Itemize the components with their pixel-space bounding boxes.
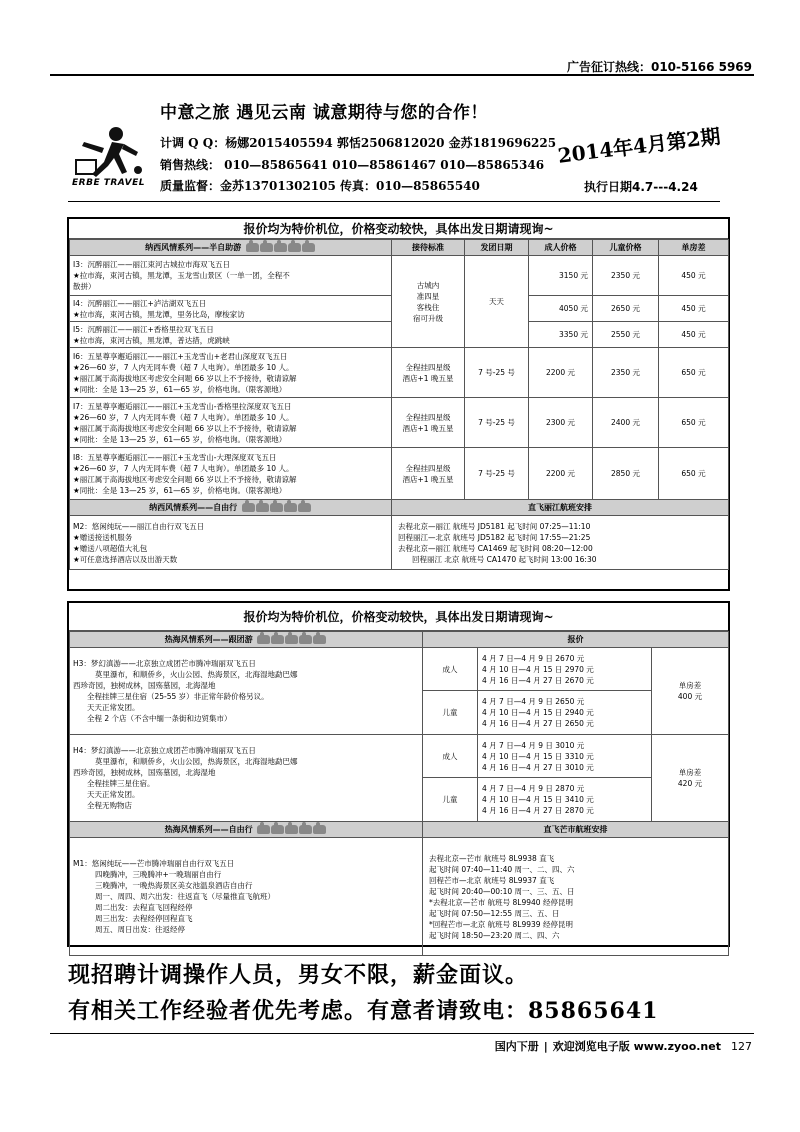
rehai-price-table [69, 631, 729, 956]
route-desc: I3：沉醉丽江——丽江束河古城拉市海双飞五日 ★拉市海，束河古镇，黑龙潭，玉龙雪山景区（一单一团，全程不 散拼） [70, 256, 392, 296]
child-price: 2400 元 [593, 398, 659, 448]
standard-cell: 全程挂四星级 酒店+1 晚五星 [392, 448, 465, 500]
standard-cell: 古城内 准四星 客栈住 宿可升级 [392, 256, 465, 348]
col-child: 儿童价格 [593, 240, 659, 256]
child-prices: 4 月 7 日—4 月 9 日 2870 元 4 月 10 日—4 月 15 日 3410 元 4 月 16 日—4 月 27 日 2870 元 [478, 778, 652, 822]
adult-price: 2300 元 [529, 398, 593, 448]
headline: 中意之旅 遇见云南 诚意期待与您的合作！ [160, 103, 488, 123]
route-desc: I7：五星尊享邂逅丽江——丽江+玉龙雪山-香格里拉深度双飞五日 ★26—60 岁，7 人内无同车费（超 7 人电询）。单团最多 10 人。 ★丽江属于高海拔地区考虑安全问题 66 岁以上不予接待，敬请谅解 ★同批：全是 13—25 岁，61—65 岁，价格电询。（限客源地） [70, 398, 392, 448]
route-desc: I5：沉醉丽江——丽江+香格里拉双飞五日 ★拉市海，束河古镇，黑龙潭，普达措，虎跳峡 [70, 322, 392, 348]
route-desc: I4：沉醉丽江——丽江+泸沽湖双飞五日 ★拉市海，束河古镇，黑龙潭，里务比岛，摩梭家访 [70, 296, 392, 322]
child-price: 2350 元 [593, 348, 659, 398]
depart-cell: 7 号-25 号 [465, 398, 529, 448]
depart-cell: 天天 [465, 256, 529, 348]
adult-price: 2200 元 [529, 348, 593, 398]
contact-sales: 销售热线： 010—85865641 010—85861467 010—85865346 [160, 158, 545, 172]
flight-schedule: 去程北京—丽江 航班号 JD5181 起飞时间 07:25—11:10 回程丽江—北京 航班号 JD5182 起飞时间 17:55—21:25 去程北京—丽江 航班号 CA1469 起飞时间 08:20—12:00 回程丽江 北京 航班号 CA1470 起飞时间 13:00 16:30 [392, 516, 729, 570]
child-price: 2850 元 [593, 448, 659, 500]
footer: 国内下册 | 欢迎浏览电子版 www.zyoo.net 127 [494, 1040, 752, 1053]
flight-schedule-header: 直飞丽江航班安排 [392, 500, 729, 516]
rating-thumbs-icon [257, 824, 327, 835]
series-header: 纳西风情系列——半自助游 [70, 240, 392, 256]
series-header: 热海风情系列——跟团游 [70, 632, 423, 648]
adult-price: 4050 元 [529, 296, 593, 322]
single-supplement: 450 元 [659, 322, 729, 348]
flight-schedule: 去程北京—芒市 航班号 8L9938 直飞 起飞时间 07:40—11:40 周一、二、四、六 回程芒市—北京 航班号 8L9937 直飞 起飞时间 20:40—00:10 周一、三、五、日 *去程北京—芒市 航班号 8L9940 经停昆明 起飞时间 07:50—12:55 周三、五、日 *回程芒市—北京 航班号 8L9939 经停昆明 起飞时间 18:50—23:20 周二、四、六 [423, 838, 729, 956]
single-supplement: 单房差 400 元 [652, 648, 729, 735]
flight-schedule-header: 直飞芒市航班安排 [423, 822, 729, 838]
footer-divider [50, 1033, 754, 1034]
logo-text: ERBE TRAVEL [72, 178, 145, 188]
child-prices: 4 月 7 日—4 月 9 日 2650 元 4 月 10 日—4 月 15 日 2940 元 4 月 16 日—4 月 27 日 2650 元 [478, 691, 652, 735]
free-travel-desc: M1：悠闲纯玩——芒市腾冲瑞丽自由行双飞五日 四晚腾冲，三晚腾冲+一晚瑞丽自由行 三晚腾冲，一晚热海景区美女池温泉酒店自由行 周一、周四、周六出发：往返直飞（尽量推直飞航班） 周二出发：去程直飞回程经停 周三出发：去程经停回程直飞 周五、周日出发：往返经停 [70, 838, 423, 956]
child-price: 2350 元 [593, 256, 659, 296]
contact-quality: 质量监督：金苏13701302105 传真：010—85865540 [160, 179, 480, 193]
page-number: 127 [731, 1040, 752, 1053]
rating-thumbs-icon [242, 502, 312, 513]
rehai-price-panel [67, 601, 730, 947]
col-standard: 接待标准 [392, 240, 465, 256]
adult-label: 成人 [423, 648, 478, 691]
single-supplement: 650 元 [659, 398, 729, 448]
single-supplement: 650 元 [659, 448, 729, 500]
naxi-price-table [69, 239, 729, 570]
route-desc: H3：梦幻滇游——北京独立成团芒市腾冲瑞丽双飞五日 莫里瀑布，和顺侨乡，火山公园、热海景区，北海湿地勐巴娜 西珍奇园，独树成林，国殇墓园，北海湿地 全程挂牌三星住宿（25-55 岁）非正常年龄价格另议。 天天正常发团。 全程 2 个店（不含中缅一条街和边贸集市） [70, 648, 423, 735]
adult-prices: 4 月 7 日—4 月 9 日 3010 元 4 月 10 日—4 月 15 日 3310 元 4 月 16 日—4 月 27 日 3010 元 [478, 735, 652, 778]
panel-title: 报价均为特价机位，价格变动较快，具体出发日期请现询~ [69, 603, 728, 631]
depart-cell: 7 号-25 号 [465, 348, 529, 398]
rating-thumbs-icon [257, 634, 327, 645]
child-label: 儿童 [423, 778, 478, 822]
table-row [70, 648, 729, 691]
single-supplement: 450 元 [659, 296, 729, 322]
rating-thumbs-icon [246, 242, 316, 253]
adult-prices: 4 月 7 日—4 月 9 日 2670 元 4 月 10 日—4 月 15 日 2970 元 4 月 16 日—4 月 27 日 2670 元 [478, 648, 652, 691]
free-travel-desc: M2：悠闲纯玩——丽江自由行双飞五日 ★赠送接送机服务 ★赠送八项超值大礼包 ★可任意选择酒店以及出游天数 [70, 516, 392, 570]
top-divider [50, 74, 754, 76]
adult-price: 3350 元 [529, 322, 593, 348]
single-supplement: 单房差 420 元 [652, 735, 729, 822]
child-label: 儿童 [423, 691, 478, 735]
col-depart: 发团日期 [465, 240, 529, 256]
single-supplement: 650 元 [659, 348, 729, 398]
free-travel-header: 热海风情系列——自由行 [70, 822, 423, 838]
table-row [70, 398, 729, 448]
table-row [70, 516, 729, 570]
footer-slogan: 欢迎浏览电子版 www.zyoo.net [552, 1040, 721, 1053]
recruit-line-1: 现招聘计调操作人员，男女不限，薪金面议。 [68, 962, 529, 988]
adult-label: 成人 [423, 735, 478, 778]
route-desc: I6：五星尊享邂逅丽江——丽江+玉龙雪山+老君山深度双飞五日 ★26—60 岁，7 人内无同车费（超 7 人电询）。单团最多 10 人。 ★丽江属于高海拔地区考虑安全问题 66 岁以上不予接待，敬请谅解 ★同批：全是 13—25 岁，61—65 岁，价格电询。（限客源地） [70, 348, 392, 398]
adult-price: 3150 元 [529, 256, 593, 296]
table-row [70, 838, 729, 956]
issue-number: 2014年4月第2期 [556, 124, 722, 168]
naxi-price-panel [67, 217, 730, 591]
route-desc: I8：五星尊享邂逅丽江——丽江+玉龙雪山-大理深度双飞五日 ★26—60 岁，7 人内无同车费（超 7 人电询）。单团最多 10 人。 ★丽江属于高海拔地区考虑安全问题 66 岁以上不予接待，敬请谅解 ★同批：全是 13—25 岁，61—65 岁，价格电询。（限客源地） [70, 448, 392, 500]
route-desc: H4：梦幻滇游——北京独立成团芒市腾冲瑞丽双飞五日 莫里瀑布，和顺侨乡，火山公园，热海景区，北海湿地勐巴娜 西珍奇园，独树成林，国殇墓园，北海湿地 全程挂牌三星住宿。 天天正常发团。 全程无购物店 [70, 735, 423, 822]
price-header: 报价 [423, 632, 729, 648]
panel-title: 报价均为特价机位，价格变动较快，具体出发日期请现询~ [69, 219, 728, 239]
footer-section: 国内下册 [494, 1040, 539, 1053]
table-row [70, 448, 729, 500]
standard-cell: 全程挂四星级 酒店+1 晚五星 [392, 398, 465, 448]
standard-cell: 全程挂四星级 酒店+1 晚五星 [392, 348, 465, 398]
table-row [70, 735, 729, 778]
free-travel-header: 纳西风情系列——自由行 [70, 500, 392, 516]
table-row [70, 256, 729, 296]
depart-cell: 7 号-25 号 [465, 448, 529, 500]
contact-qq: 计调 Q Q：杨娜2015405594 郭恬2506812020 金苏1819696225 [160, 136, 557, 150]
exec-date: 执行日期4.7---4.24 [584, 180, 698, 194]
ad-hotline: 广告征订热线：010-5166 5969 [566, 60, 752, 74]
col-single: 单房差 [659, 240, 729, 256]
col-adult: 成人价格 [529, 240, 593, 256]
single-supplement: 450 元 [659, 256, 729, 296]
table-row [70, 348, 729, 398]
child-price: 2550 元 [593, 322, 659, 348]
header-divider [68, 201, 720, 202]
adult-price: 2200 元 [529, 448, 593, 500]
child-price: 2650 元 [593, 296, 659, 322]
recruit-line-2: 有相关工作经验者优先考虑。有意者请致电：85865641 [68, 998, 659, 1024]
